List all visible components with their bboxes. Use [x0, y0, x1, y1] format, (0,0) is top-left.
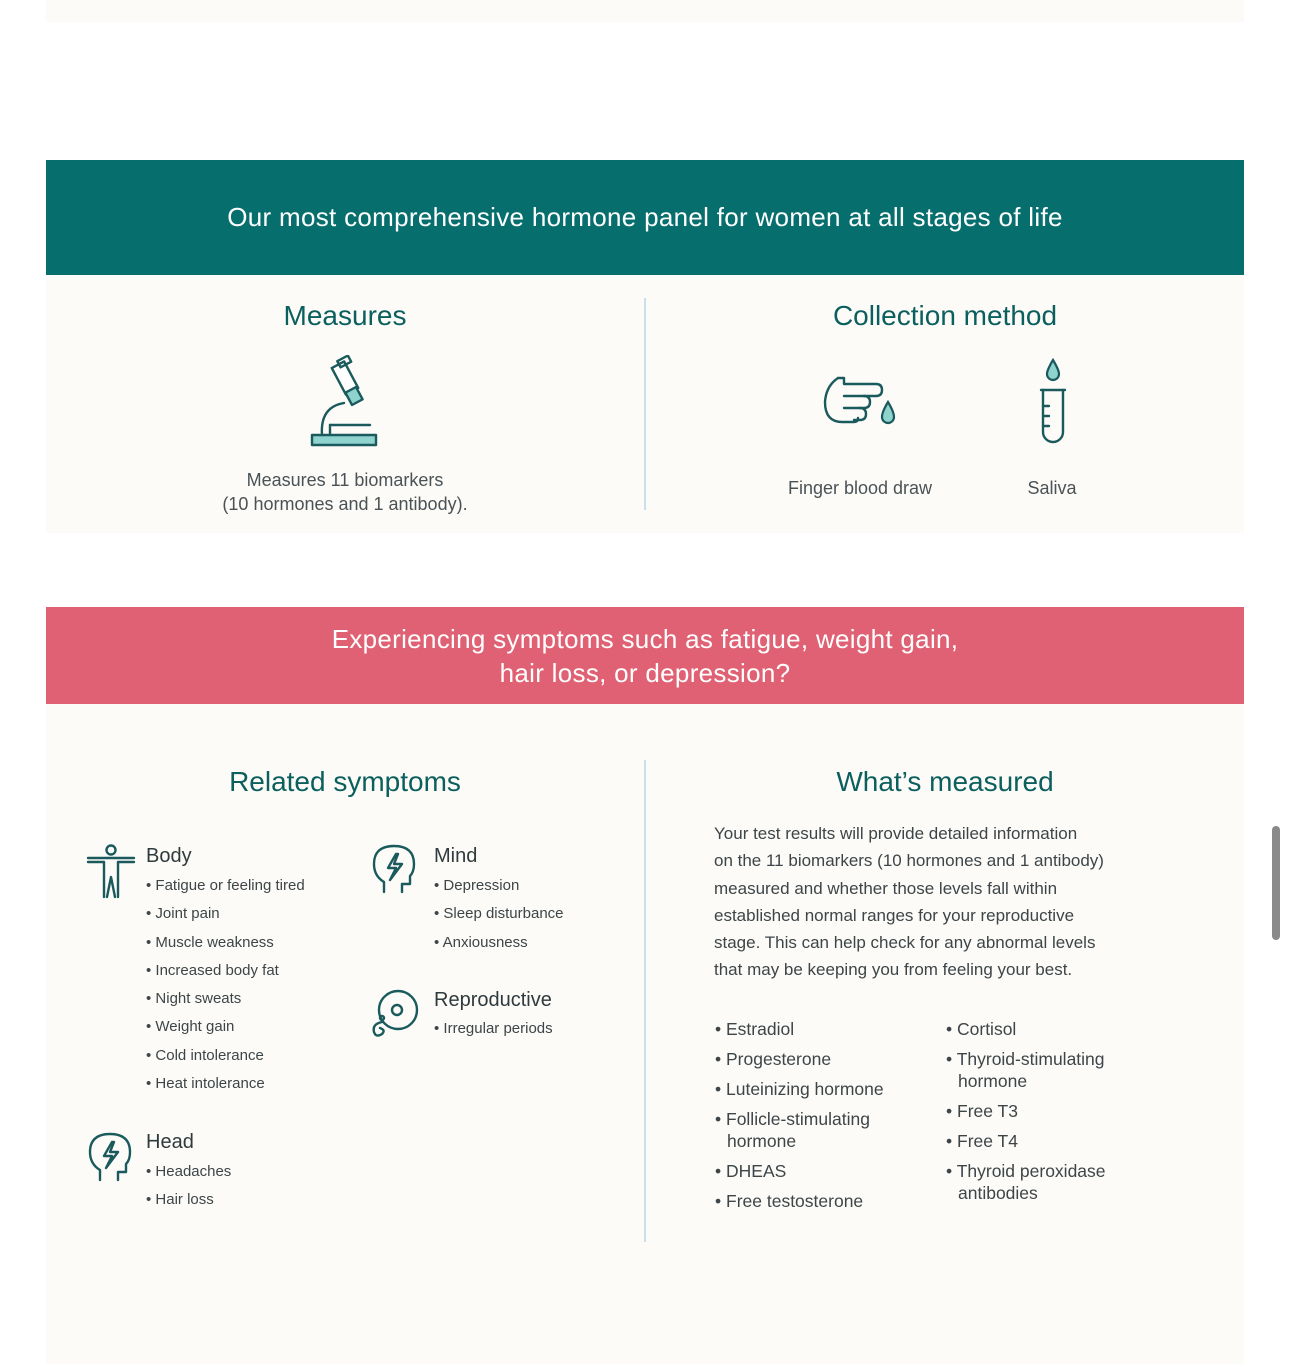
symptoms-banner: [46, 607, 1244, 704]
measures-caption: [145, 468, 545, 516]
saliva-tube-icon: [1038, 358, 1068, 446]
biomarker-item: • Thyroid peroxidase antibodies: [946, 1160, 1146, 1204]
symptom-item: • Joint pain: [146, 900, 305, 928]
symptom-item: • Headaches: [146, 1158, 231, 1186]
symptom-item: • Hair loss: [146, 1186, 231, 1214]
symptom-item: • Sleep disturbance: [434, 900, 564, 928]
description-line: on the 11 biomarkers (10 hormones and 1 antibody): [714, 851, 1104, 871]
symptom-item: • Night sweats: [146, 985, 305, 1013]
biomarker-item: • Follicle-stimulating hormone: [715, 1108, 915, 1152]
mind-symptom-list: [434, 872, 564, 957]
biomarker-list-col1: [715, 1018, 915, 1220]
panel-banner: [46, 160, 1244, 275]
symptom-item: • Increased body fat: [146, 957, 305, 985]
section-divider: [644, 298, 646, 510]
biomarker-item: • Progesterone: [715, 1048, 915, 1070]
section-divider: [644, 760, 646, 1242]
reproductive-icon: [370, 988, 420, 1040]
biomarker-item: • Free T4: [946, 1130, 1146, 1152]
head-lightning-icon: [370, 842, 418, 894]
description-line: Your test results will provide detailed information: [714, 824, 1078, 843]
top-panel-strip: [46, 0, 1244, 22]
measures-caption-line1: Measures 11 biomarkers: [246, 470, 444, 490]
biomarker-item: • Estradiol: [715, 1018, 915, 1040]
symptoms-banner-line2: hair loss, or depression?: [499, 657, 791, 688]
symptoms-banner-line1: Experiencing symptoms such as fatigue, weight gain,: [331, 623, 959, 654]
description-line: established normal ranges for your reproductive: [714, 905, 1075, 925]
biomarker-list-col2: [946, 1018, 1146, 1212]
symptom-category-title: Mind: [434, 845, 478, 867]
measures-caption-line2: (10 hormones and 1 antibody).: [222, 494, 468, 514]
symptom-category-title: Body: [146, 845, 192, 867]
biomarker-item: • Cortisol: [946, 1018, 1146, 1040]
scrollbar-thumb[interactable]: [1272, 826, 1280, 940]
symptom-item: • Heat intolerance: [146, 1070, 305, 1098]
finger-blood-drop-icon: [820, 372, 900, 428]
symptom-item: • Cold intolerance: [146, 1042, 305, 1070]
head-lightning-icon: [86, 1130, 134, 1182]
description-line: stage. This can help check for any abnormal levels: [714, 933, 1096, 953]
biomarker-item: • Free T3: [946, 1100, 1146, 1122]
symptom-item: • Muscle weakness: [146, 929, 305, 957]
description-line: that may be keeping you from feeling your best.: [714, 960, 1073, 980]
microscope-icon: [308, 355, 382, 450]
collection-method-label: Saliva: [1027, 478, 1077, 498]
reproductive-symptom-list: [434, 1015, 553, 1043]
collection-method-title: Collection method: [832, 300, 1058, 331]
symptom-category-title: Head: [146, 1131, 194, 1153]
symptom-item: • Anxiousness: [434, 929, 564, 957]
description-line: measured and whether those levels fall within: [714, 878, 1058, 898]
symptom-item: • Depression: [434, 872, 564, 900]
symptom-item: • Fatigue or feeling tired: [146, 872, 305, 900]
whats-measured-description: [714, 820, 1184, 984]
symptom-category-title: Reproductive: [434, 989, 552, 1011]
collection-method-label: Finger blood draw: [787, 478, 933, 498]
biomarker-item: • DHEAS: [715, 1160, 915, 1182]
symptom-item: • Weight gain: [146, 1013, 305, 1041]
measures-title: Measures: [283, 300, 407, 331]
body-figure-icon: [86, 843, 136, 899]
biomarker-item: • Luteinizing hormone: [715, 1078, 915, 1100]
head-symptom-list: [146, 1158, 231, 1215]
biomarker-item: • Thyroid-stimulating hormone: [946, 1048, 1146, 1092]
body-symptom-list: [146, 872, 305, 1098]
related-symptoms-title: Related symptoms: [229, 766, 461, 797]
whats-measured-title: What’s measured: [836, 766, 1054, 797]
symptom-item: • Irregular periods: [434, 1015, 553, 1043]
biomarker-item: • Free testosterone: [715, 1190, 915, 1212]
panel-banner-text: Our most comprehensive hormone panel for women at all stages of life: [227, 202, 1063, 232]
